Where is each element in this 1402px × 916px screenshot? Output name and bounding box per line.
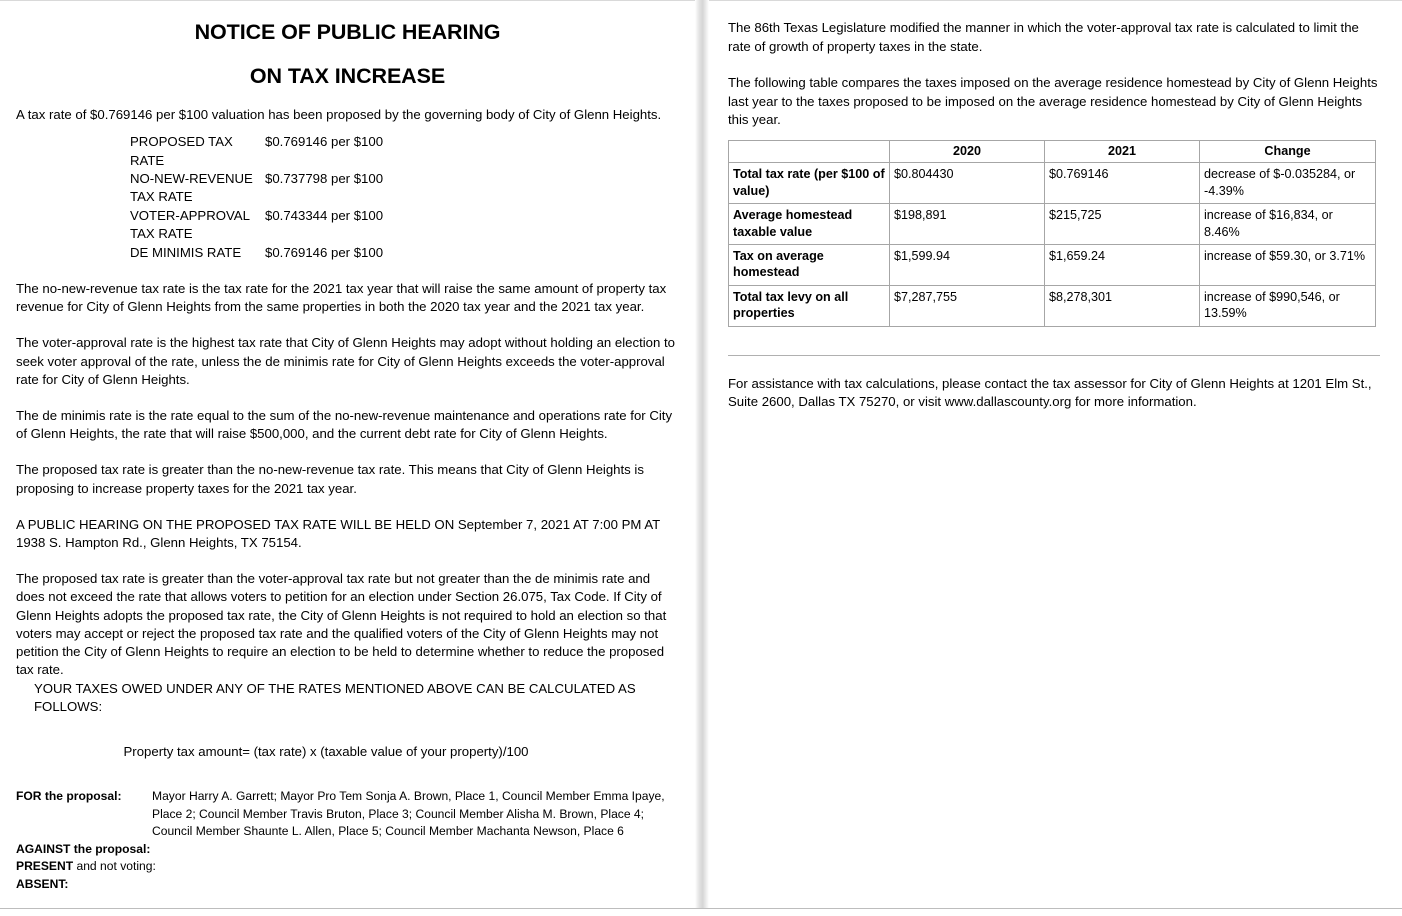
table-row-label: Total tax levy on all properties bbox=[729, 285, 890, 326]
table-header-row bbox=[729, 140, 1376, 162]
rate-row bbox=[16, 244, 676, 262]
page-divider bbox=[695, 0, 709, 908]
tax-rate-list bbox=[16, 133, 676, 262]
paragraph-de-minimis: The de minimis rate is the rate equal to the sum of the no-new-revenue maintenance and operations rate for City of Glenn Heights, the rate that will raise $500,000, and the current debt rate for City of Glenn Heights. bbox=[16, 408, 673, 442]
rate-value: $0.769146 per $100 bbox=[265, 244, 384, 260]
assistance-footer-note: For assistance with tax calculations, please contact the tax assessor for City of Glenn Heights at 1201 Elm St., Suite 2600, Dallas TX 75270, or visit www.dallascounty.org for more information. bbox=[728, 375, 1372, 410]
table-header-2021: 2021 bbox=[1045, 140, 1200, 162]
table-cell-2021: $1,659.24 bbox=[1045, 245, 1200, 286]
paragraph-petition-rights: The proposed tax rate is greater than the voter-approval tax rate but not greater than the de minimis rate and does not exceed the rate that allows voters to petition for an election under Section 26.075, Tax Code. If City of Glenn Heights adopts the proposed tax rate, the City of Glenn Heights is not required to hold an election so that voters may accept or reject the proposed tax rate and the qualified voters of the City of Glenn Heights may not petition the City of Glenn Heights to require an election to be held to determine whether to reduce the proposed tax rate. bbox=[16, 571, 667, 678]
section-divider-rule bbox=[728, 355, 1380, 356]
table-header-blank bbox=[729, 140, 890, 162]
vote-row-present bbox=[16, 858, 676, 876]
paragraph-public-hearing: A PUBLIC HEARING ON THE PROPOSED TAX RATE WILL BE HELD ON September 7, 2021 AT 7:00 PM AT 1938 S. Hampton Rd., Glenn Heights, TX 75154. bbox=[16, 516, 660, 551]
table-cell-2020: $1,599.94 bbox=[890, 245, 1045, 286]
vote-row-for bbox=[16, 788, 676, 841]
rate-label: DE MINIMIS RATE bbox=[130, 244, 242, 260]
rate-value: $0.737798 per $100 bbox=[265, 171, 384, 187]
paragraph-table-intro: The following table compares the taxes imposed on the average residence homestead by City of Glenn Heights last year to the taxes proposed to be imposed on the average residence homestead by City of Glenn Heights this year. bbox=[728, 75, 1378, 128]
vote-row-against bbox=[16, 841, 676, 859]
table-cell-2020: $7,287,755 bbox=[890, 285, 1045, 326]
table-cell-2021: $8,278,301 bbox=[1045, 285, 1200, 326]
right-page-body bbox=[728, 19, 1383, 425]
vote-row-absent bbox=[16, 876, 676, 894]
vote-for-label: FOR the proposal: bbox=[16, 789, 122, 804]
table-cell-change: increase of $16,834, or 8.46% bbox=[1200, 204, 1376, 245]
table-cell-2020: $0.804430 bbox=[890, 163, 1045, 204]
paragraph-proposed-greater: The proposed tax rate is greater than the no-new-revenue tax rate. This means that City of Glenn Heights is proposing to increase property taxes for the 2021 tax year. bbox=[16, 462, 644, 496]
rate-label: PROPOSED TAX RATE bbox=[130, 134, 233, 168]
intro-paragraph: A tax rate of $0.769146 per $100 valuation has been proposed by the governing body of City of Glenn Heights. bbox=[16, 107, 662, 122]
vote-present-suffix: and not voting: bbox=[73, 859, 156, 874]
document-page-1 bbox=[0, 1, 695, 908]
vote-present-label: PRESENT bbox=[16, 859, 74, 874]
table-header-2020: 2020 bbox=[890, 140, 1045, 162]
table-cell-change: increase of $59.30, or 3.71% bbox=[1200, 245, 1376, 286]
page-title-line-2: ON TAX INCREASE bbox=[249, 63, 446, 88]
calculation-intro: YOUR TAXES OWED UNDER ANY OF THE RATES MENTIONED ABOVE CAN BE CALCULATED AS FOLLOWS: bbox=[34, 680, 636, 714]
table-header-change: Change bbox=[1200, 140, 1376, 162]
table-cell-2020: $198,891 bbox=[890, 204, 1045, 245]
table-cell-2021: $0.769146 bbox=[1045, 163, 1200, 204]
table-row-label: Total tax rate (per $100 of value) bbox=[729, 163, 890, 204]
vote-absent-label: ABSENT: bbox=[16, 877, 69, 892]
tax-comparison-table bbox=[728, 140, 1376, 327]
paragraph-voter-approval: The voter-approval rate is the highest tax rate that City of Glenn Heights may adopt without holding an election to seek voter approval of the rate, unless the de minimis rate for City of Glenn Heights exceeds the voter-approval rate for City of Glenn Heights. bbox=[16, 335, 676, 387]
rate-value: $0.769146 per $100 bbox=[265, 134, 384, 150]
table-cell-change: increase of $990,546, or 13.59% bbox=[1200, 285, 1376, 326]
table-row-label: Tax on average homestead bbox=[729, 245, 890, 286]
paragraph-no-new-revenue: The no-new-revenue tax rate is the tax rate for the 2021 tax year that will raise the same amount of property tax revenue for City of Glenn Heights from the same properties in both the 2020 tax year and the 2021 tax year. bbox=[16, 281, 667, 315]
table-header bbox=[729, 140, 1376, 162]
left-page-body bbox=[16, 106, 676, 894]
rate-row bbox=[16, 207, 676, 244]
table-cell-change: decrease of $-0.035284, or -4.39% bbox=[1200, 163, 1376, 204]
rate-row bbox=[16, 133, 676, 170]
rate-label: NO-NEW-REVENUE TAX RATE bbox=[130, 171, 253, 205]
table-row bbox=[729, 245, 1376, 286]
table-row bbox=[729, 204, 1376, 245]
rate-label: VOTER-APPROVAL TAX RATE bbox=[130, 207, 250, 242]
rate-row bbox=[16, 170, 676, 207]
table-cell-2021: $215,725 bbox=[1045, 204, 1200, 245]
rate-value: $0.743344 per $100 bbox=[265, 207, 384, 223]
vote-record-block bbox=[16, 788, 676, 894]
viewer-bottom-edge bbox=[0, 908, 1402, 909]
vote-for-names: Mayor Harry A. Garrett; Mayor Pro Tem Sonja A. Brown, Place 1, Council Member Emma Ipaye, Place 2; Council Member Travis Bruton, Place 3; Council Member Alisha M. Brown, Place 4; Council Member Shaunte L. Allen, Place 5; Council Member Machanta Newson, Place 6 bbox=[152, 789, 665, 839]
table-body bbox=[729, 163, 1376, 326]
paragraph-legislature: The 86th Texas Legislature modified the manner in which the voter-approval tax rate is calculated to limit the rate of growth of property taxes in the state. bbox=[728, 20, 1359, 54]
table-row bbox=[729, 163, 1376, 204]
document-page-2 bbox=[709, 1, 1402, 908]
table-row-label: Average homestead taxable value bbox=[729, 204, 890, 245]
tax-formula: Property tax amount= (tax rate) x (taxable value of your property)/100 bbox=[123, 743, 529, 759]
table-row bbox=[729, 285, 1376, 326]
page-title bbox=[0, 1, 695, 87]
vote-against-label: AGAINST the proposal: bbox=[16, 841, 151, 856]
page-title-line-1: NOTICE OF PUBLIC HEARING bbox=[194, 20, 501, 44]
